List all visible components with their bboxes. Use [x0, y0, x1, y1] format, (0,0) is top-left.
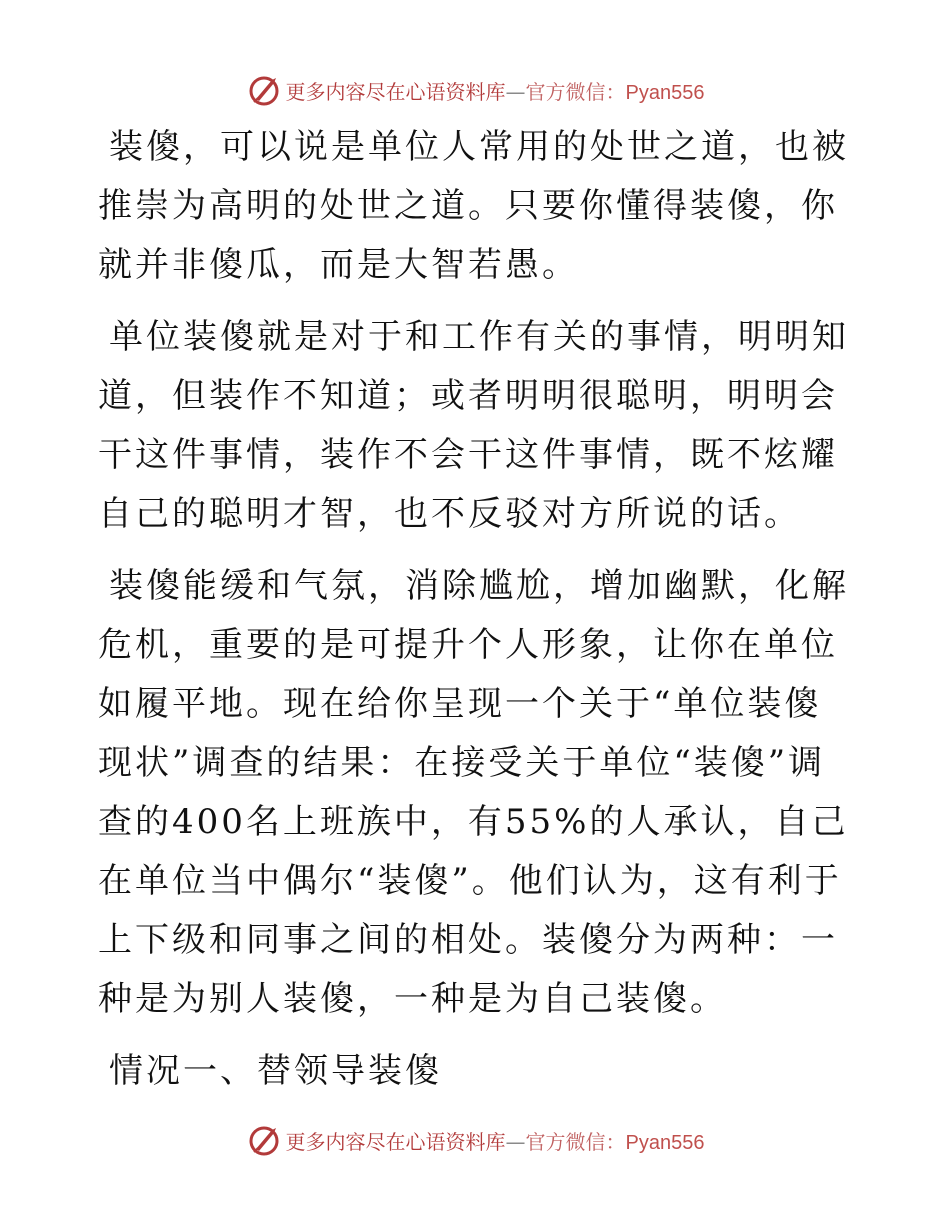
- footer-banner: [0, 1120, 950, 1160]
- header-banner: [0, 70, 950, 110]
- header-banner-main: 更多内容尽在心语资料库: [285, 79, 506, 104]
- section-heading: 情况一、替领导装傻: [109, 1051, 442, 1091]
- header-banner-dash: —: [505, 79, 526, 104]
- footer-banner-dash: —: [505, 1129, 526, 1154]
- header-banner-wechat-label: 官方微信：: [525, 79, 626, 104]
- footer-banner-wechat-label: 官方微信：: [525, 1129, 626, 1154]
- header-banner-text: [286, 76, 705, 105]
- footer-banner-main: 更多内容尽在心语资料库: [285, 1129, 506, 1154]
- quill-pen-logo-icon: [246, 1122, 282, 1158]
- header-banner-wechat-id: Pyan556: [625, 81, 705, 104]
- paragraph-2: 单位装傻就是对于和工作有关的事情，明明知道，但装作不知道；或者明明很聪明，明明会干这件事情，装作不会干这件事情，既不炫耀自己的聪明才智，也不反驳对方所说的话。: [98, 317, 849, 534]
- paragraph-1: 装傻，可以说是单位人常用的处世之道，也被推崇为高明的处世之道。只要你懂得装傻，你就并非傻瓜，而是大智若愚。: [98, 127, 849, 285]
- quill-pen-logo-icon: [246, 72, 282, 108]
- document-body: [98, 118, 858, 1101]
- paragraph-3: 装傻能缓和气氛，消除尴尬，增加幽默，化解危机，重要的是可提升个人形象，让你在单位如履平地。现在给你呈现一个关于“单位装傻现状”调查的结果：在接受关于单位“装傻”调查的400名上班族中，有55%的人承认，自己在单位当中偶尔“装傻”。他们认为，这有利于上下级和同事之间的相处。装傻分为两种：一种是为别人装傻，一种是为自己装傻。: [98, 566, 849, 1019]
- footer-banner-wechat-id: Pyan556: [625, 1131, 705, 1154]
- footer-banner-text: [286, 1126, 705, 1155]
